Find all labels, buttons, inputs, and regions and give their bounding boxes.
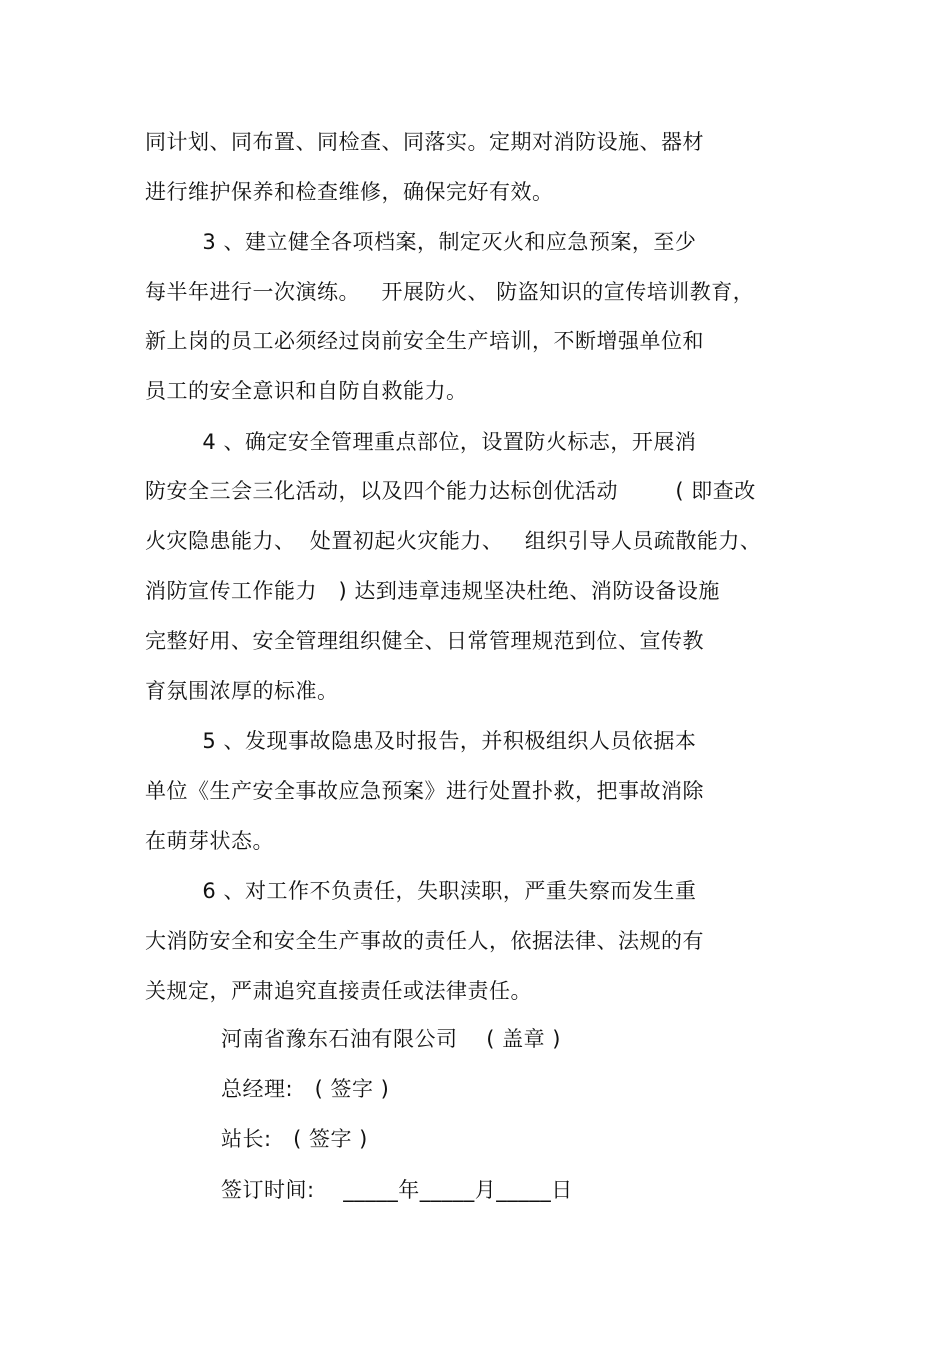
- paragraph-line: 关规定，严肃追究直接责任或法律责任。: [145, 979, 532, 1003]
- paragraph-line: 火灾隐患能力、 处置初起火灾能力、 组织引导人员疏散能力、: [145, 529, 762, 553]
- paragraph-line: 完整好用、安全管理组织健全、日常管理规范到位、宣传教: [145, 629, 704, 653]
- paragraph-line: 5 、发现事故隐患及时报告，并积极组织人员依据本: [145, 729, 697, 753]
- paragraph-line: 在萌芽状态。: [145, 829, 274, 853]
- paragraph-line: 4 、确定安全管理重点部位，设置防火标志，开展消: [145, 430, 697, 454]
- paragraph-line: 大消防安全和安全生产事故的责任人，依据法律、法规的有: [145, 929, 704, 953]
- paragraph-line: 消防宣传工作能力 ) 达到违章违规坚决杜绝、消防设备设施: [145, 579, 720, 603]
- company-seal-line: 河南省豫东石油有限公司 ( 盖章 ): [221, 1027, 561, 1051]
- general-manager-signature-line: 总经理: ( 签字 ): [221, 1077, 390, 1101]
- sign-date-line: 签订时间: _____年_____月_____日: [221, 1178, 573, 1202]
- paragraph-line: 新上岗的员工必须经过岗前安全生产培训，不断增强单位和: [145, 329, 704, 353]
- station-manager-signature-line: 站长: ( 签字 ): [221, 1127, 368, 1151]
- paragraph-line: 进行维护保养和检查维修，确保完好有效。: [145, 180, 554, 204]
- paragraph-line: 防安全三会三化活动，以及四个能力达标创优活动 ( 即查改: [145, 479, 756, 503]
- paragraph-line: 6 、对工作不负责任，失职渎职，严重失察而发生重: [145, 879, 697, 903]
- paragraph-line: 每半年进行一次演练。 开展防火、 防盗知识的宣传培训教育，: [145, 280, 755, 304]
- paragraph-line: 育氛围浓厚的标准。: [145, 679, 339, 703]
- paragraph-line: 同计划、同布置、同检查、同落实。定期对消防设施、器材: [145, 130, 704, 154]
- paragraph-line: 3 、建立健全各项档案，制定灭火和应急预案，至少: [145, 230, 697, 254]
- paragraph-line: 单位《生产安全事故应急预案》进行处置扑救，把事故消除: [145, 779, 704, 803]
- paragraph-line: 员工的安全意识和自防自救能力。: [145, 379, 468, 403]
